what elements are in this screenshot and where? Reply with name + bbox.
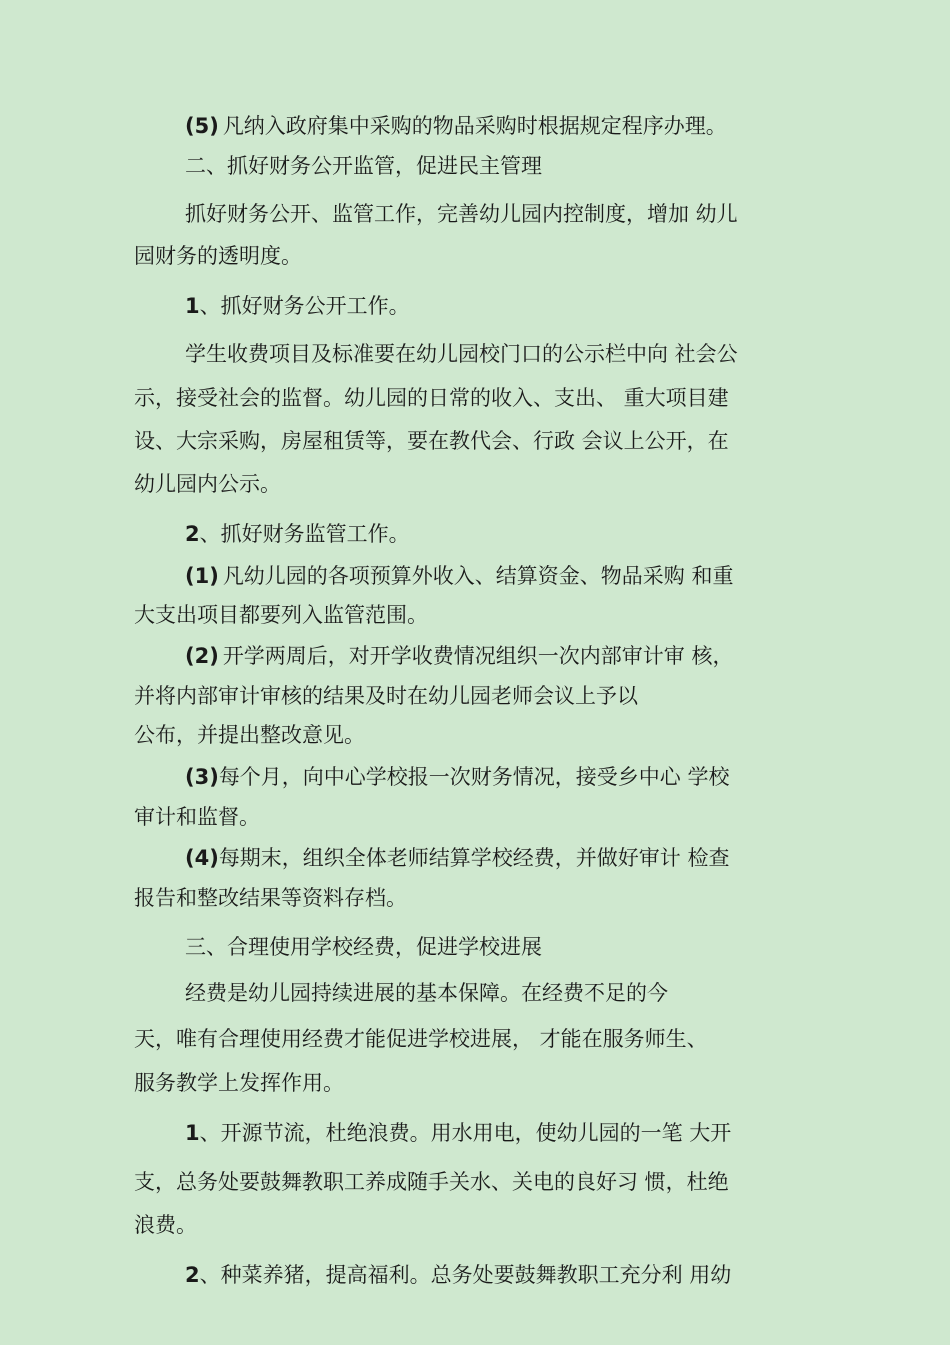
doc-line: [185, 844, 730, 872]
doc-line: [134, 1168, 729, 1196]
doc-line: [134, 1025, 708, 1053]
line-text: 经费是幼儿园持续进展的基本保障。在经费不足的今: [185, 981, 668, 1005]
doc-line: [134, 721, 365, 749]
doc-line: [134, 427, 729, 455]
doc-line: [185, 1261, 731, 1289]
doc-line: [185, 763, 730, 791]
doc-line: [134, 682, 638, 710]
doc-line: [134, 1069, 344, 1097]
line-text: 凡纳入政府集中采购的物品采购时根据规定程序办理。: [222, 114, 727, 138]
doc-line: [134, 384, 729, 412]
subsection-heading: [185, 520, 410, 548]
subsection-heading: [185, 292, 410, 320]
doc-line: [134, 1211, 197, 1239]
doc-line: [134, 242, 302, 270]
item-number: 2: [185, 1263, 200, 1287]
doc-line: [185, 1119, 731, 1147]
line-text: 天，唯有合理使用经费才能促进学校进展， 才能在服务师生、: [134, 1027, 708, 1051]
line-text: 、抓好财务公开工作。: [199, 294, 410, 318]
line-text: 设、大宗采购，房屋租赁等，要在教代会、行政 会议上公开，在: [134, 429, 729, 453]
line-text: 三、合理使用学校经费，促进学校进展: [185, 935, 542, 959]
line-text: 园财务的透明度。: [134, 244, 302, 268]
line-text: 、开源节流，杜绝浪费。用水用电，使幼儿园的一笔 大开: [199, 1121, 732, 1145]
item-number: (5): [185, 114, 219, 138]
line-text: 支，总务处要鼓舞教职工养成随手关水、关电的良好习 惯，杜绝: [134, 1170, 729, 1194]
item-number: (1): [185, 564, 219, 588]
line-text: 浪费。: [134, 1213, 197, 1237]
line-text: 并将内部审计审核的结果及时在幼儿园老师会议上予以: [134, 684, 638, 708]
line-text: 凡幼儿园的各项预算外收入、结算资金、物品采购 和重: [222, 564, 734, 588]
item-number: (3): [185, 765, 219, 789]
doc-line: [134, 601, 428, 629]
line-text: 每个月，向中心学校报一次财务情况，接受乡中心 学校: [218, 765, 730, 789]
line-text: 公布，并提出整改意见。: [134, 723, 365, 747]
section-heading: [185, 933, 542, 961]
doc-line: [134, 884, 407, 912]
line-text: 每期末，组织全体老师结算学校经费，并做好审计 检查: [218, 846, 730, 870]
item-number: 2: [185, 522, 200, 546]
item-number: (4): [185, 846, 219, 870]
line-text: 示，接受社会的监督。幼儿园的日常的收入、支出、 重大项目建: [134, 386, 729, 410]
item-number: 1: [185, 294, 200, 318]
item-number: (2): [185, 644, 219, 668]
doc-line: [134, 803, 260, 831]
line-text: 服务教学上发挥作用。: [134, 1071, 344, 1095]
section-heading: [185, 152, 542, 180]
item-number: 1: [185, 1121, 200, 1145]
line-text: 报告和整改结果等资料存档。: [134, 886, 407, 910]
doc-line: [185, 200, 738, 228]
doc-line: [185, 642, 734, 670]
line-text: 二、抓好财务公开监管，促进民主管理: [185, 154, 542, 178]
doc-line: [185, 112, 727, 140]
line-text: 、种菜养猪，提高福利。总务处要鼓舞教职工充分利 用幼: [199, 1263, 732, 1287]
doc-line: [185, 979, 668, 1007]
doc-line: [185, 562, 734, 590]
line-text: 大支出项目都要列入监管范围。: [134, 603, 428, 627]
line-text: 、抓好财务监管工作。: [199, 522, 410, 546]
line-text: 幼儿园内公示。: [134, 472, 281, 496]
line-text: 开学两周后，对开学收费情况组织一次内部审计审 核，: [222, 644, 734, 668]
line-text: 审计和监督。: [134, 805, 260, 829]
line-text: 抓好财务公开、监管工作，完善幼儿园内控制度，增加 幼儿: [185, 202, 738, 226]
doc-line: [185, 340, 738, 368]
doc-line: [134, 470, 281, 498]
line-text: 学生收费项目及标准要在幼儿园校门口的公示栏中向 社会公: [185, 342, 738, 366]
